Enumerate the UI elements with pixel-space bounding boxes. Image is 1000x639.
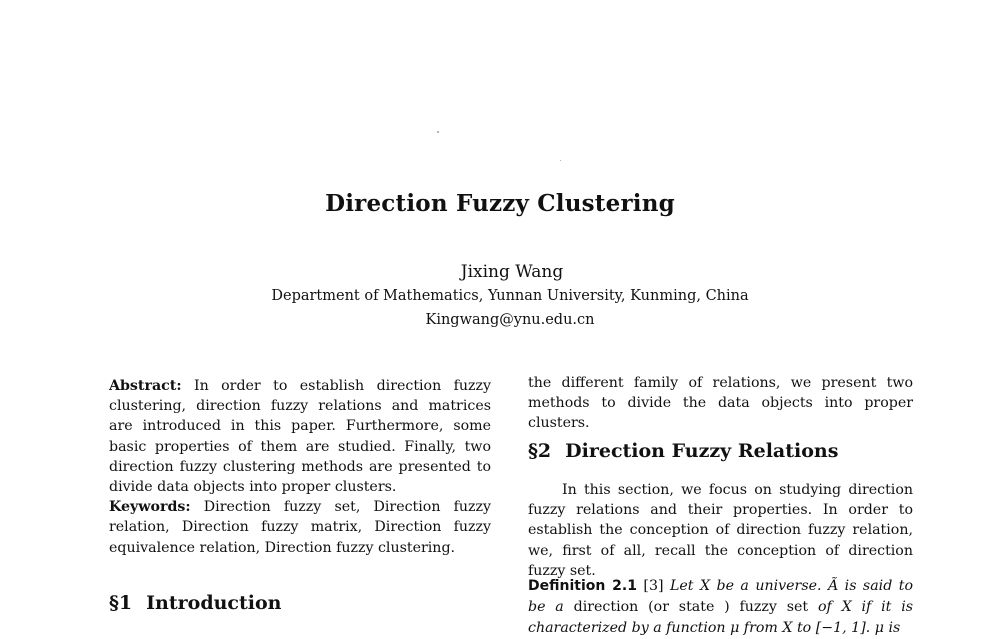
section-heading-direction-fuzzy-relations <box>528 440 838 462</box>
keywords-label: Keywords: <box>109 499 191 516</box>
definition-label: Definition 2.1 <box>528 578 637 594</box>
definition-2-1 <box>528 576 913 639</box>
definition-text-a: Let X be a universe. Ã is said to be a <box>528 578 913 615</box>
author-email: Kingwang@ynu.edu.cn <box>425 312 595 328</box>
section-title: Direction Fuzzy Relations <box>565 440 839 462</box>
section-heading-introduction <box>109 592 281 614</box>
author-name: Jixing Wang <box>460 262 564 282</box>
keywords-paragraph <box>109 497 491 558</box>
section-number: §2 <box>528 440 552 462</box>
section2-paragraph: In this section, we focus on studying direction fuzzy relations and their properties. In order to establish the conception of direction fuzzy relation, we, first of all, recall the conception of direction fuzzy set. <box>528 482 913 579</box>
scan-speck <box>437 131 439 133</box>
keywords-text: Direction fuzzy set, Direction fuzzy relation, Direction fuzzy matrix, Direction fuzzy equivalence relation, Direction fuzzy clustering. <box>109 499 491 556</box>
scan-speck <box>560 160 561 161</box>
right-column-continuation: the different family of relations, we present two methods to divide the data objects into proper clusters. <box>528 375 913 432</box>
abstract-text: In order to establish direction fuzzy clustering, direction fuzzy relations and matrices are introduced in this paper. Furthermore, some basic properties of them are studied. Finally, two direction fuzzy clustering methods are presented to divide data objects into proper clusters. <box>109 378 491 496</box>
section-number: §1 <box>109 592 133 614</box>
definition-reference: [3] <box>643 578 664 594</box>
definition-text-b: direction (or state ) fuzzy set <box>573 599 809 615</box>
abstract-paragraph <box>109 376 491 497</box>
definition-text-c: of X if it is characterized by a function μ from X to [−1, 1]. μ is <box>528 599 914 636</box>
paper-title: Direction Fuzzy Clustering <box>325 190 675 217</box>
section-title: Introduction <box>146 592 282 614</box>
left-column <box>109 376 491 558</box>
abstract-label: Abstract: <box>109 378 182 394</box>
author-affiliation: Department of Mathematics, Yunnan University, Kunming, China <box>271 288 749 304</box>
